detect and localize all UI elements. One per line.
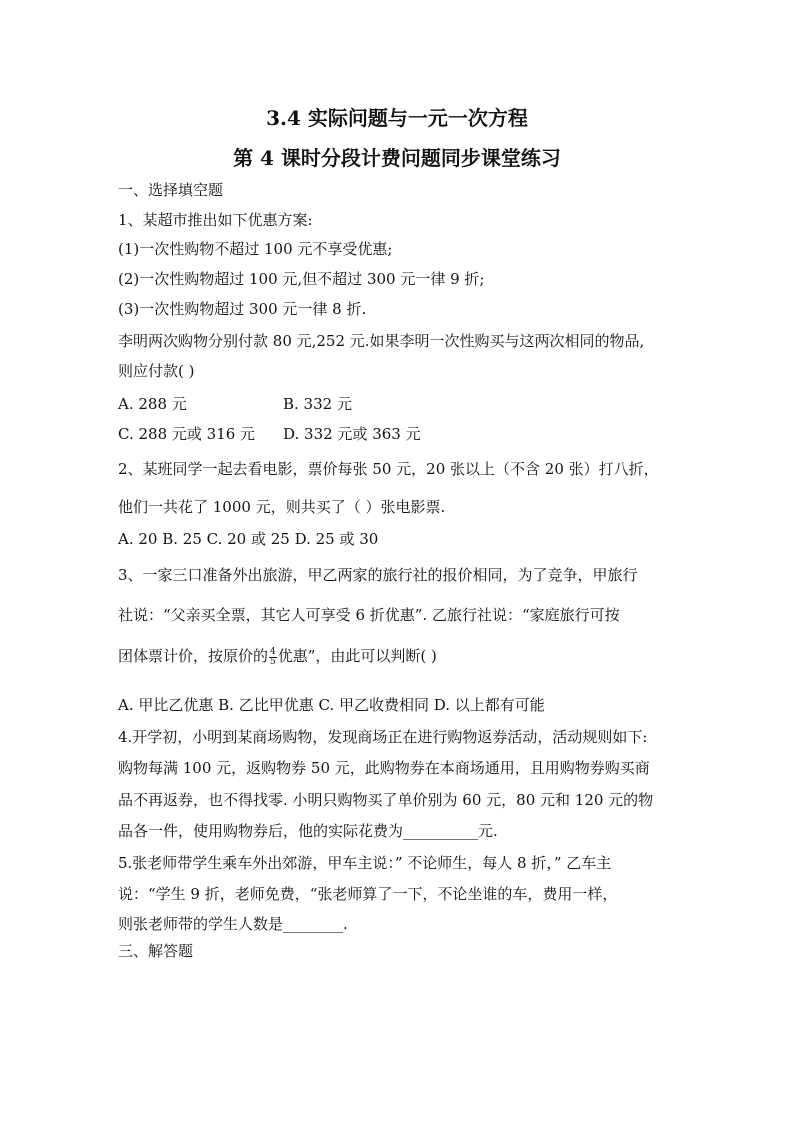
- section-heading-answer: 三、解答题: [118, 942, 194, 960]
- question-2-text-line-2: 他们一共花了 1000 元，则共买了（ ）张电影票.: [118, 498, 446, 516]
- page-title: 3.4 实际问题与一元一次方程: [266, 106, 528, 130]
- question-1-rule-2: (2)一次性购物超过 100 元,但不超过 300 元一律 9 折;: [118, 270, 485, 288]
- question-1-option-a: A. 288 元: [118, 395, 187, 413]
- question-1-rule-1: (1)一次性购物不超过 100 元不享受优惠;: [118, 240, 393, 258]
- question-2-text-line-1: 2、某班同学一起去看电影，票价每张 50 元，20 张以上（不含 20 张）打八折，: [118, 460, 659, 478]
- question-4-text-line-4: 品各一件，使用购物券后，他的实际花费为__________元.: [118, 822, 498, 840]
- fraction-denominator: 5: [270, 656, 276, 667]
- fraction-numerator: 4: [270, 646, 276, 657]
- question-1-text-line-2: 则应付款( ): [118, 362, 195, 380]
- question-1-stem: 1、某超市推出如下优惠方案:: [118, 211, 313, 229]
- fraction-four-fifths: [269, 648, 277, 667]
- page-subtitle: 第 4 课时分段计费问题同步课堂练习: [233, 146, 561, 170]
- question-3-text-line-2: 社说：“父亲买全票，其它人可享受 6 折优惠”. 乙旅行社说：“家庭旅行可按: [118, 606, 620, 624]
- question-4-text-line-3: 品不再返券，也不得找零. 小明只购物买了单价别为 60 元，80 元和 120 元的物: [118, 791, 654, 809]
- question-5-text-line-3: 则张老师带的学生人数是________.: [118, 915, 348, 933]
- question-4-text-line-2: 购物每满 100 元，返购物券 50 元，此购物券在本商场通用，且用购物券购买商: [118, 759, 650, 777]
- question-3-line-3-prefix: 团体票计价，按原价的: [118, 647, 269, 665]
- section-heading-choice: 一、选择填空题: [118, 181, 224, 199]
- question-3-text-line-1: 3、一家三口准备外出旅游，甲乙两家的旅行社的报价相同，为了竞争，甲旅行: [118, 566, 638, 584]
- question-1-option-c: C. 288 元或 316 元: [118, 425, 256, 443]
- question-3-line-3-suffix: 优惠”，由此可以判断( ): [277, 647, 437, 665]
- question-1-option-b: B. 332 元: [283, 395, 352, 413]
- question-3-options: A. 甲比乙优惠 B. 乙比甲优惠 C. 甲乙收费相同 D. 以上都有可能: [118, 696, 545, 714]
- question-1-rule-3: (3)一次性购物超过 300 元一律 8 折.: [118, 300, 367, 318]
- question-2-options: A. 20 B. 25 C. 20 或 25 D. 25 或 30: [118, 530, 379, 548]
- question-5-text-line-2: 说：“学生 9 折，老师免费，“张老师算了一下，不论坐谁的车，费用一样，: [118, 885, 618, 903]
- question-3-text-line-3: [118, 646, 437, 667]
- question-1-option-d: D. 332 元或 363 元: [283, 425, 421, 443]
- question-4-text-line-1: 4.开学初，小明到某商场购物，发现商场正在进行购物返券活动，活动规则如下:: [118, 728, 648, 746]
- question-5-text-line-1: 5.张老师带学生乘车外出郊游，甲车主说：” 不论师生，每人 8 折，” 乙车主: [118, 854, 612, 872]
- question-1-text-line-1: 李明两次购物分别付款 80 元,252 元.如果李明一次性购买与这两次相同的物品,: [118, 332, 645, 350]
